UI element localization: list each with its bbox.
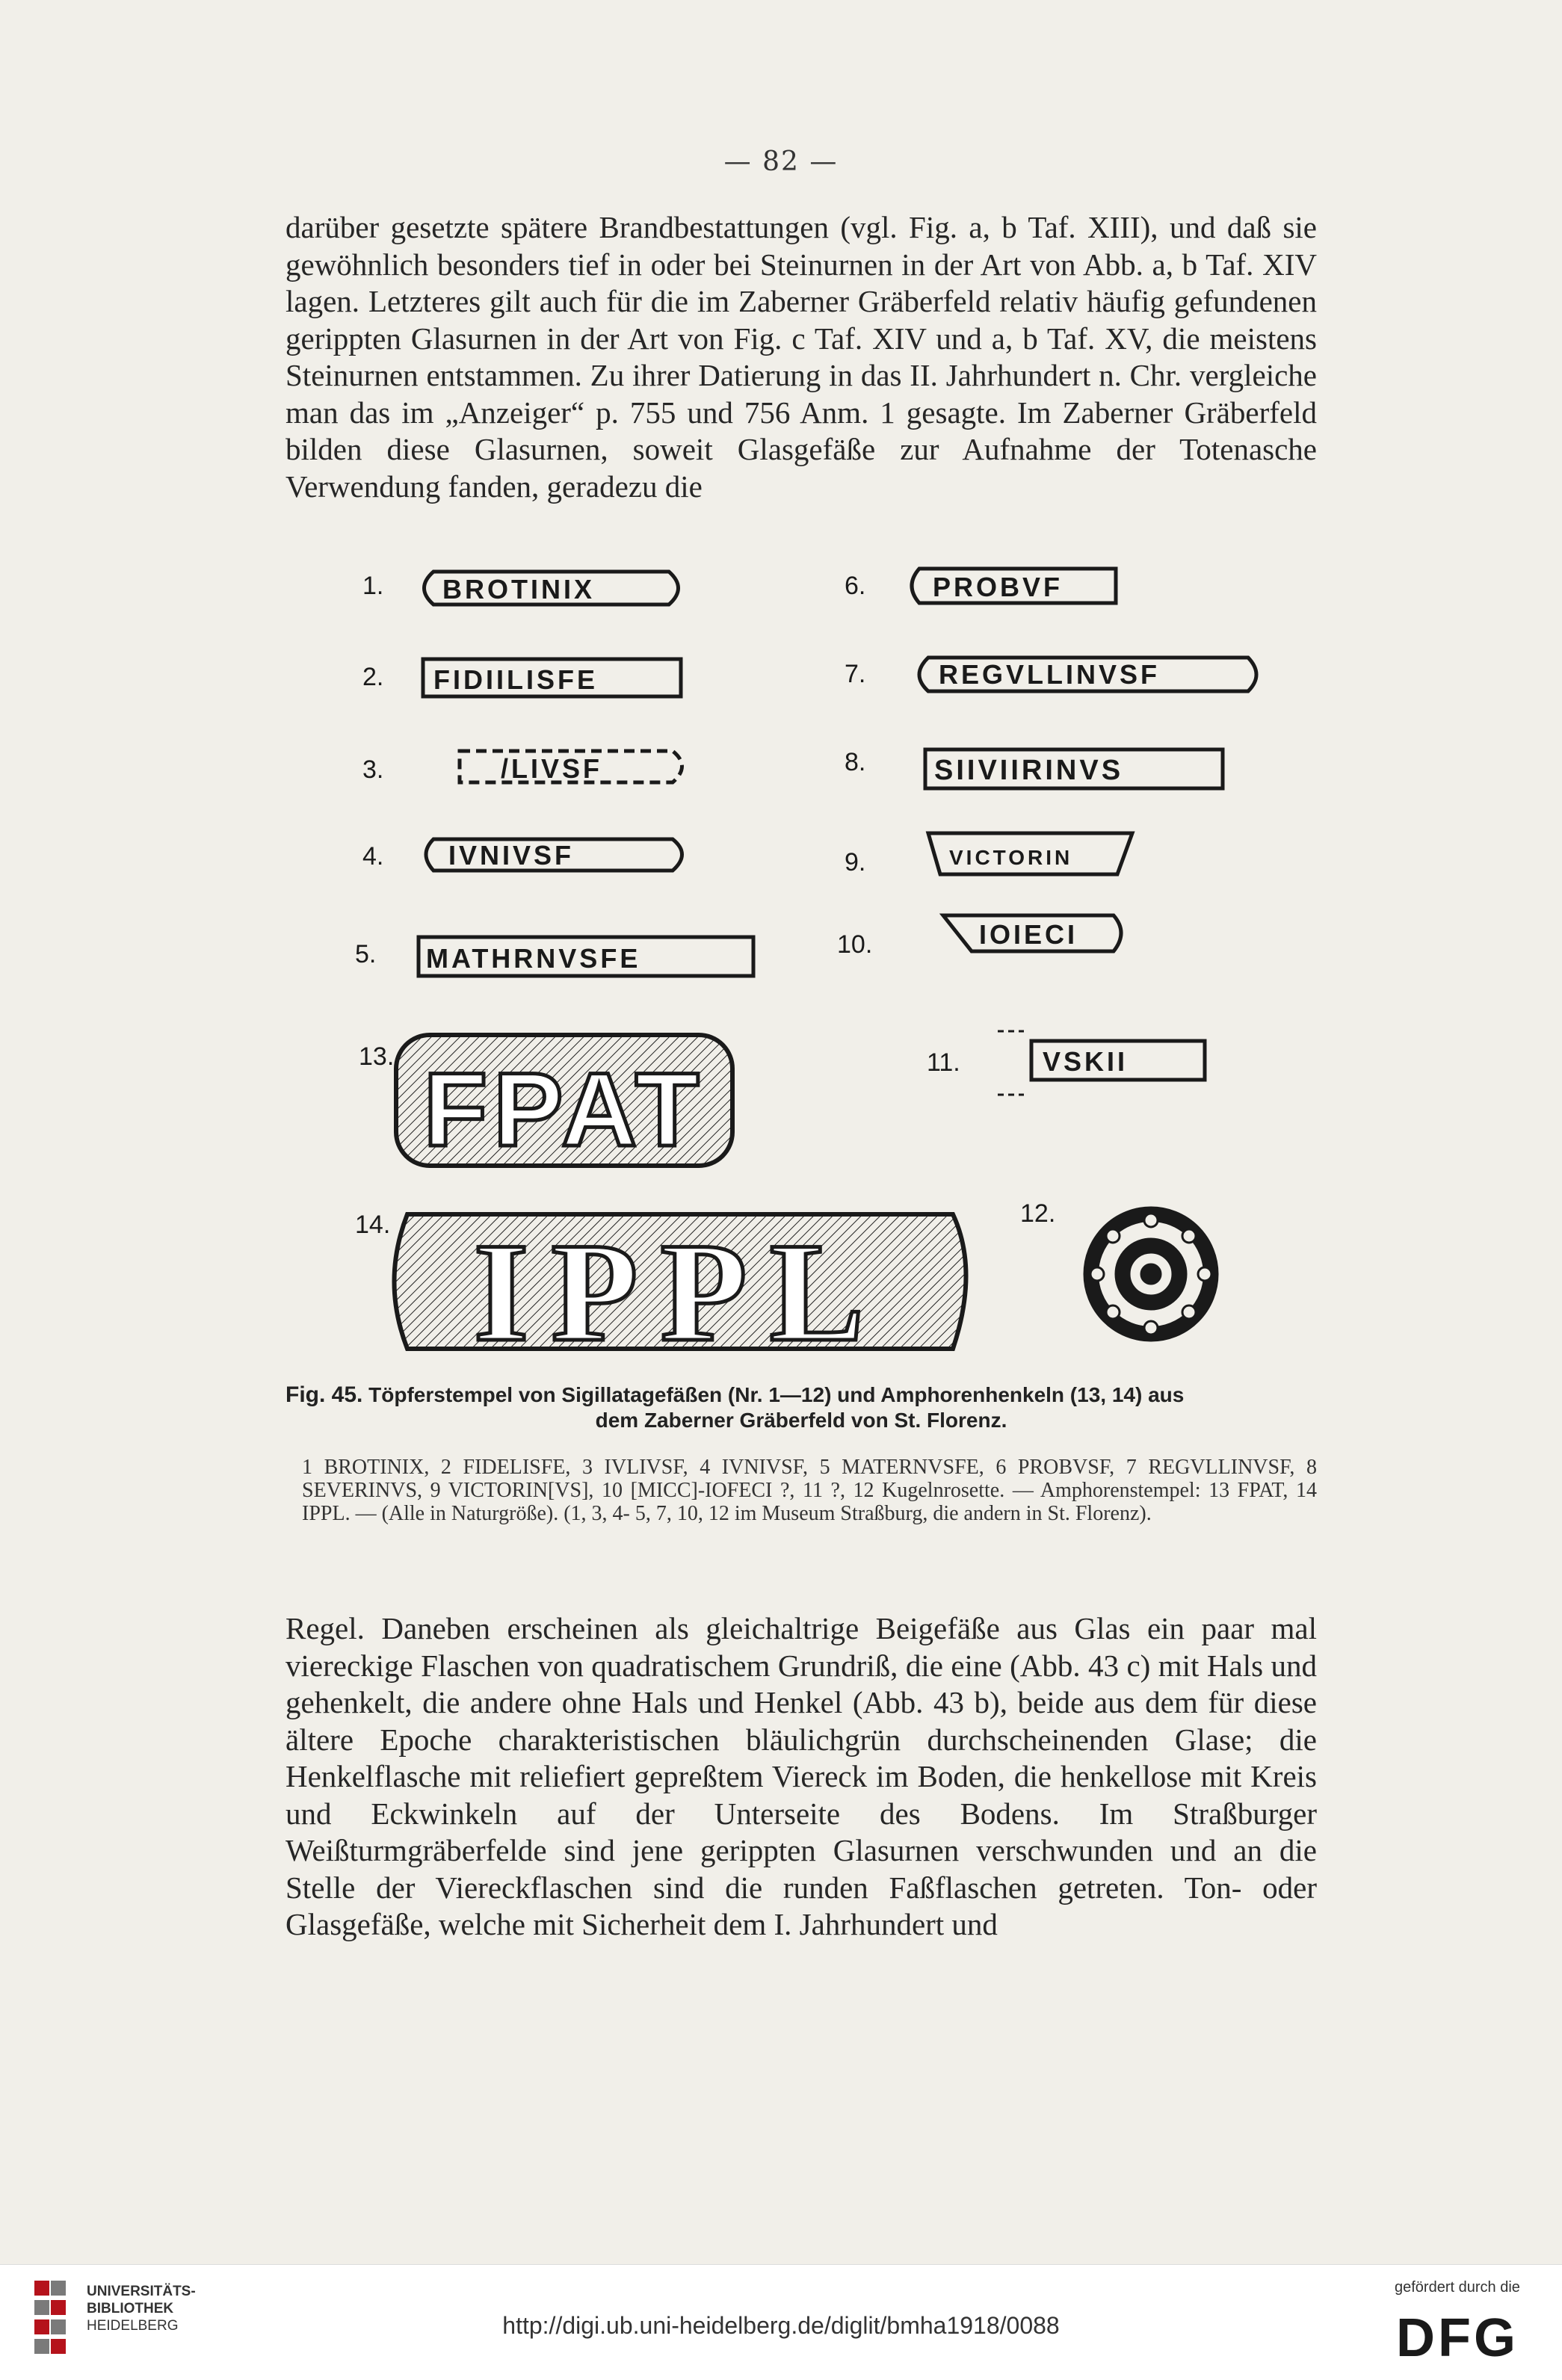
caption-line: dem Zaberner Gräberfeld von St. Florenz. xyxy=(595,1409,1007,1432)
stamp-text: IPPL xyxy=(473,1214,887,1371)
stamp-number: 12. xyxy=(1020,1199,1056,1228)
stamp-number: 1. xyxy=(362,572,384,600)
stamp-number: 6. xyxy=(845,572,866,600)
amphora-stamp-13 xyxy=(396,1035,732,1168)
stamp-text: VICTORIN xyxy=(949,846,1073,869)
stamp-number: 11. xyxy=(927,1048,960,1077)
stamp-number: 13. xyxy=(359,1042,395,1071)
figure-caption xyxy=(285,1382,1317,1433)
caption-line: Töpferstempel von Sigillatagefäßen (Nr. 1—12) und Amphorenhenkeln (13, 14) aus xyxy=(368,1383,1185,1406)
stamp-number: 9. xyxy=(845,848,866,877)
stamp-text: BROTINIX xyxy=(442,574,596,605)
figure-label: Fig. 45. xyxy=(285,1382,363,1407)
stamp-text: VSKII xyxy=(1043,1046,1129,1077)
stamp-text: FIDIILISFE xyxy=(433,664,598,695)
stamp-number: 5. xyxy=(355,940,377,968)
stamp-text: MATHRNVSFE xyxy=(426,943,641,974)
stamp-number: 4. xyxy=(362,842,384,871)
stamp-number: 7. xyxy=(845,660,866,688)
dfg-logo: DFG xyxy=(1396,2308,1519,2368)
rosette-stamp-12 xyxy=(1084,1207,1218,1341)
stamp-number: 8. xyxy=(845,748,866,776)
paragraph: Regel. Daneben erscheinen als gleichaltrige Beigefäße aus Glas ein paar mal viereckige Flaschen von quadratischem Grundriß, die eine (Abb. 43 c) mit Hals und gehenkelt, die andere ohne Hals und Henkel (Abb. 43 b), beide aus dem für diese ältere Epoche charakteristischen bläulichgrün durchscheinenden Glase; die Henkelflasche mit reliefiert gepreßtem Viereck im Boden, die henkellose mit Kreis und Eckwinkeln auf der Unterseite des Bodens. Im Straßburger Weißturmgräberfelde sind jene gerippten Glasurnen verschwunden und an die Stelle der Viereckflaschen sind die runden Faßflaschen getreten. Ton- oder Glasgefäße, welche mit Sicherheit dem I. Jahrhundert und xyxy=(285,1611,1317,1941)
stamp-text: FPAT xyxy=(423,1051,706,1168)
page-number: — 82 — xyxy=(723,146,839,177)
figure-legend: 1 BROTINIX, 2 FIDELISFE, 3 IVLIVSF, 4 IVNIVSF, 5 MATERNVSFE, 6 PROBVSF, 7 REGVLLINVSF, 8 SEVERINVS, 9 VICTORIN[VS], 10 [MICC]-IOFECI ?, 11 ?, 12 Kugelnrosette. — Amphorenstempel: 13 FPAT, 14 IPPL. — (Alle in Naturgröße). (1, 3, 4- 5, 7, 10, 12 im Museum Straßburg, die andern in St. Florenz). xyxy=(302,1456,1317,1525)
funding-label: gefördert durch die xyxy=(1395,2279,1520,2296)
paragraph: darüber gesetzte spätere Brandbestattungen (vgl. Fig. a, b Taf. XIII), und daß sie gewöhnlich besonders tief in oder bei Steinurnen in der Art von Abb. a, b Taf. XIV lagen. Letzteres gilt auch für die im Zaberner Gräberfeld relativ häufig gefundenen gerippten Glasurnen in der Art von Fig. c Taf. XIV und a, b Taf. XV, die meistens Steinurnen entstammen. Zu ihrer Datierung in das II. Jahrhundert n. Chr. vergleiche man das im „Anzeiger“ p. 755 und 756 Anm. 1 gesagte. Im Zaberner Gräberfeld bilden diese Glasurnen, soweit Glasgefäße zur Aufnahme der Totenasche Verwendung fanden, geradezu die xyxy=(285,210,1317,504)
library-name: UNIVERSITÄTS- BIBLIOTHEK HEIDELBERG xyxy=(87,2284,196,2334)
stamp-text: IVNIVSF xyxy=(448,840,575,871)
amphora-stamp-14 xyxy=(395,1214,966,1371)
body-text-bottom xyxy=(285,1610,1317,1944)
stamp-text: SIIVIIRINVS xyxy=(934,755,1124,786)
stamp-number: 10. xyxy=(837,930,873,959)
stamp-number: 3. xyxy=(362,755,384,784)
body-text-top xyxy=(285,209,1317,505)
stamp-number: 2. xyxy=(362,663,384,691)
stamp-text: IOIECI xyxy=(979,919,1078,950)
source-url-link[interactable]: http://digi.ub.uni-heidelberg.de/diglit/bmha1918/0088 xyxy=(502,2312,1060,2339)
stamp-number: 14. xyxy=(355,1211,391,1239)
stamp-text: REGVLLINVSF xyxy=(939,659,1161,690)
stamp-text: PROBVF xyxy=(933,572,1064,602)
figure-45 xyxy=(321,557,1263,1379)
stamp-illustrations xyxy=(321,557,1263,1379)
stamp-text: /LIVSF xyxy=(501,753,603,784)
